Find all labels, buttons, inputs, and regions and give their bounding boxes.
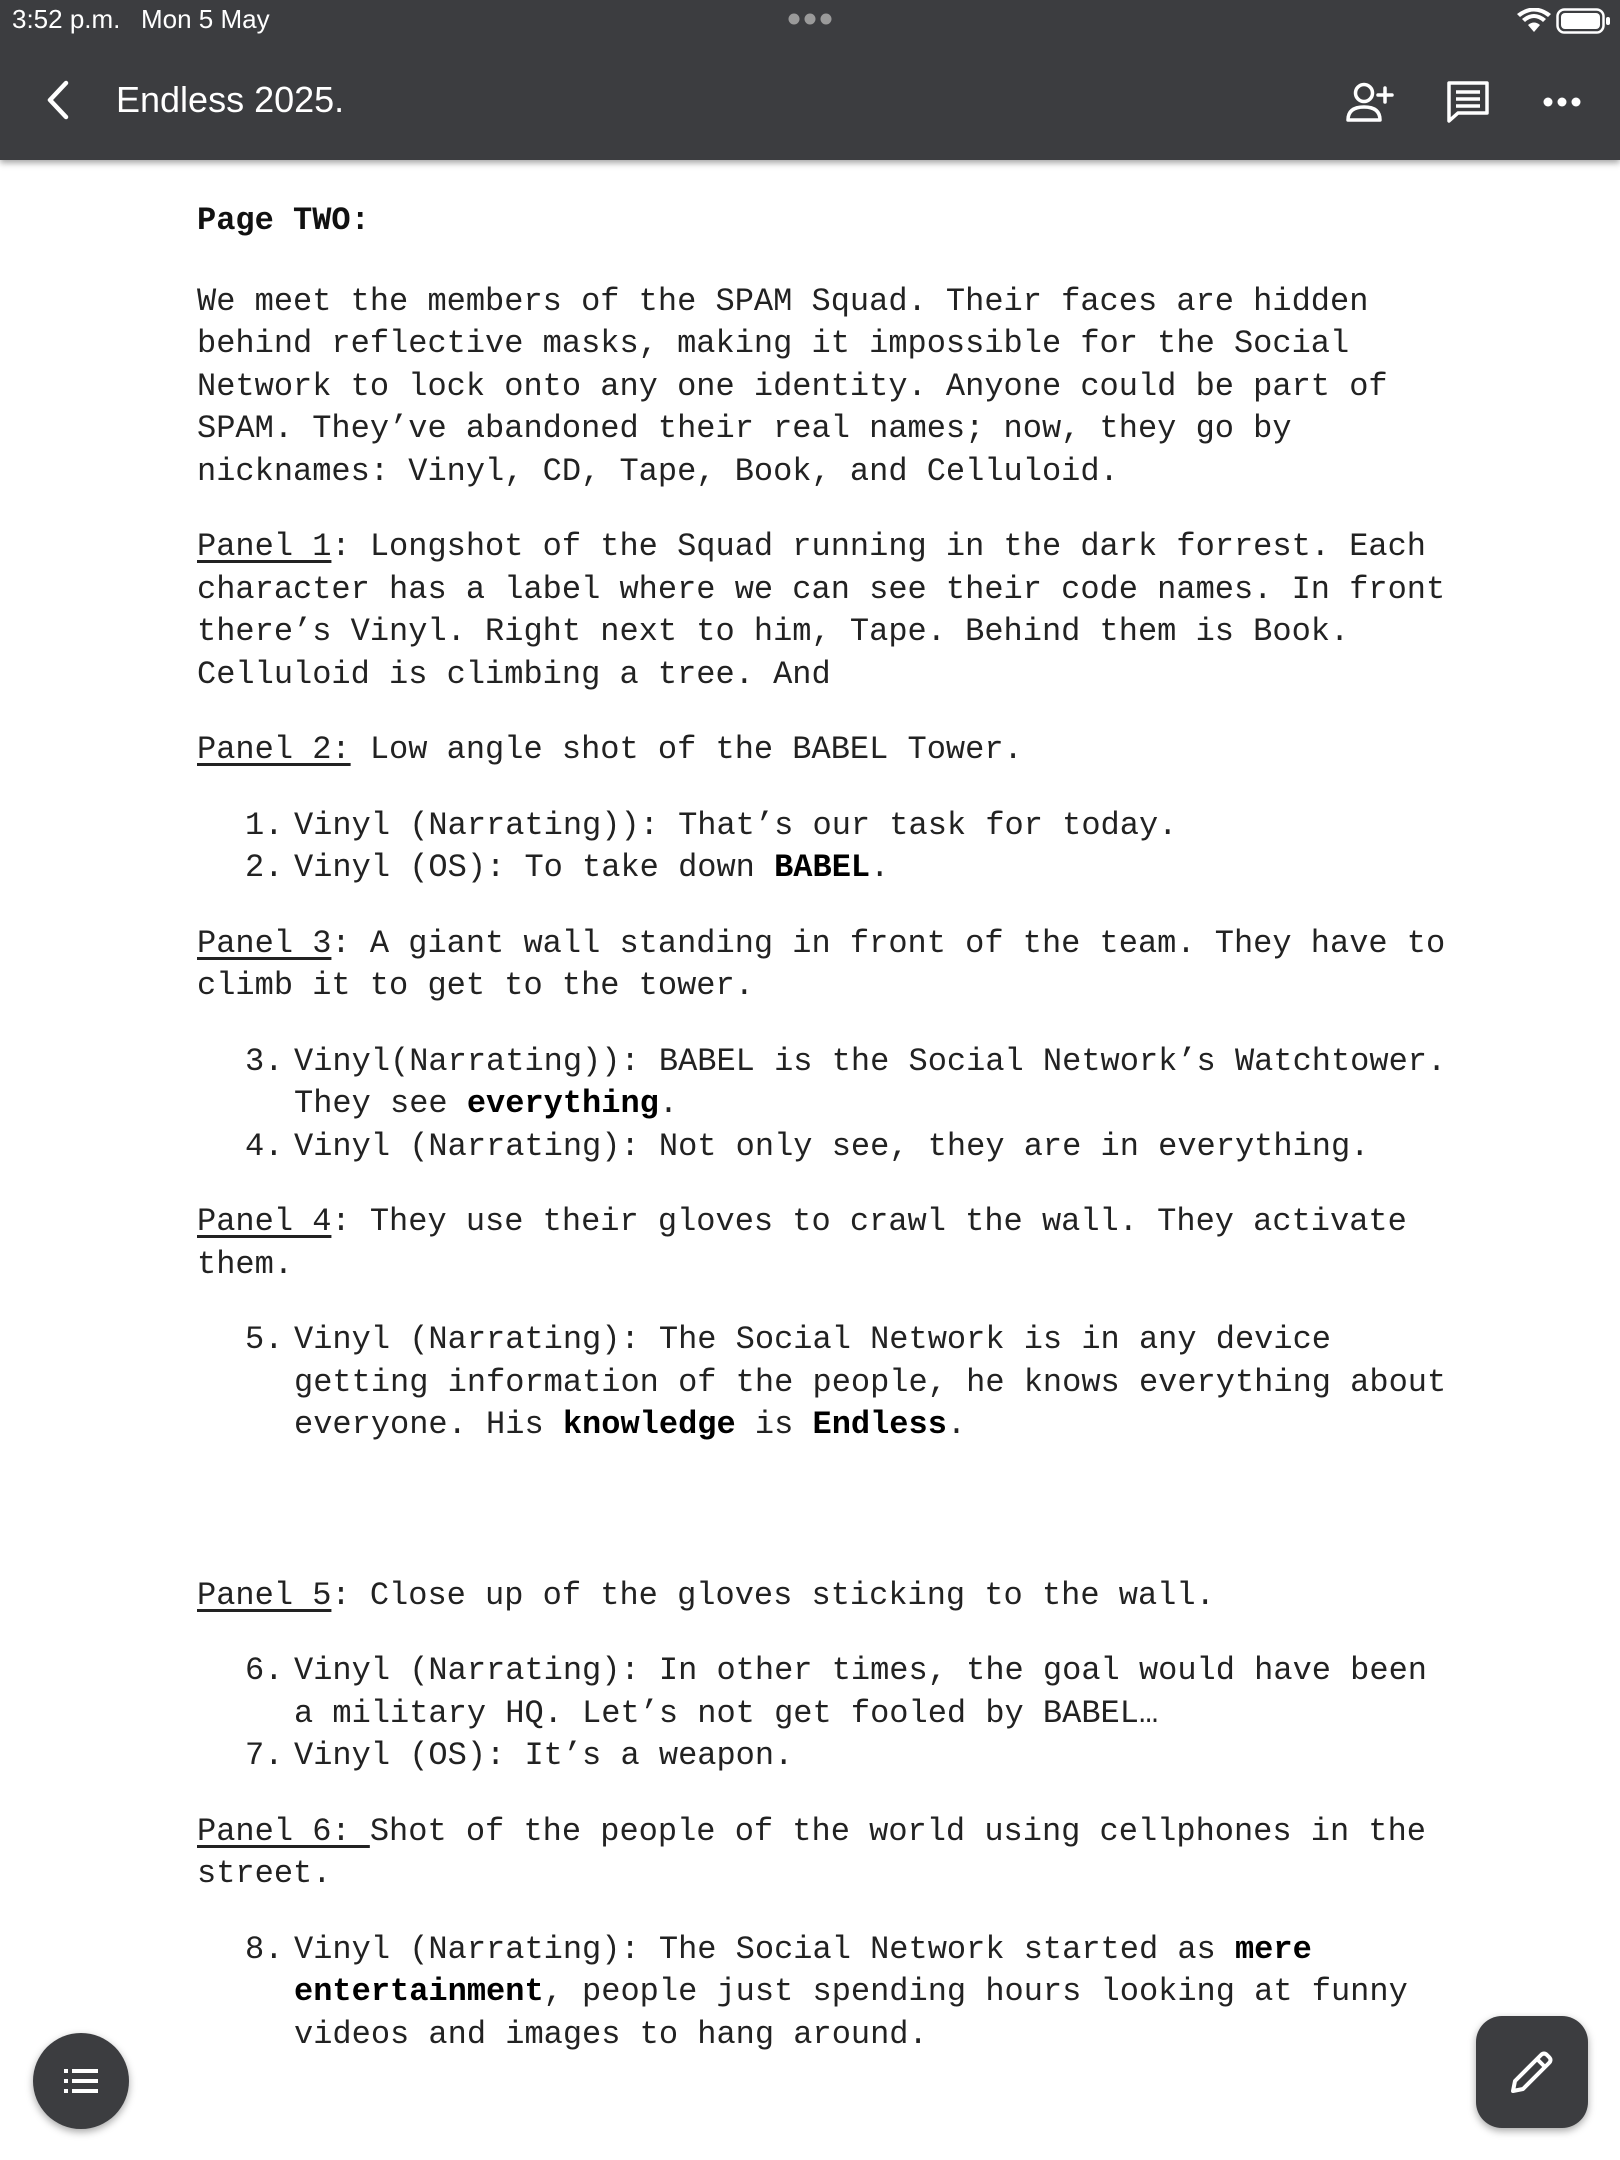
list-item-bold-text: everything — [466, 1085, 659, 1122]
list-item-text: Vinyl(Narrating)): BABEL is the Social Network’s Watchtower. They see — [294, 1042, 1447, 1122]
list-item-text-end: , people just spending hours looking at funny videos and images to hang around. — [294, 1973, 1408, 2053]
list-item-number: 3. — [245, 1042, 284, 1080]
edit-button[interactable] — [1476, 2016, 1588, 2128]
list-item — [197, 847, 1457, 890]
panel-2-label: Panel 2: — [197, 731, 351, 768]
battery-icon — [1556, 7, 1612, 35]
list-item-number: 6. — [245, 1652, 284, 1689]
panel-1-text: : Longshot of the Squad running in the dark forrest. Each character has a label where we can see their code names. In front there’s Vinyl. Right next to him, Tape. Behind them is Book. Celluloid is climbing a tree. And — [197, 528, 1446, 693]
dialogue-list-4 — [197, 1650, 1457, 1778]
status-date: Mon 5 May — [141, 4, 270, 34]
list-item-text: Vinyl (Narrating)): That’s our task for today. — [294, 806, 1178, 844]
page-heading: Page TWO: — [197, 202, 370, 239]
list-item — [197, 1319, 1457, 1447]
panel-6-label: Panel 6: — [197, 1812, 370, 1850]
document-outline-button[interactable] — [33, 2033, 129, 2129]
list-item-number: 4. — [245, 1127, 284, 1165]
list-item-number: 5. — [245, 1321, 284, 1358]
list-item-text-end: . — [946, 1406, 967, 1443]
document-body[interactable] — [197, 200, 1457, 2089]
panel-3-label: Panel 3 — [197, 924, 332, 962]
panel-3-text: : A giant wall standing in front of the team. They have to climb it to get to the tower. — [197, 924, 1446, 1004]
status-time: 3:52 p.m. — [12, 4, 121, 34]
comment-icon — [1446, 80, 1490, 124]
comments-button[interactable] — [1438, 72, 1498, 132]
top-app-bar — [0, 0, 1620, 160]
dialogue-list-3 — [197, 1319, 1457, 1447]
list-item-text-end: . — [658, 1085, 679, 1122]
panel-3-paragraph — [197, 923, 1457, 1008]
list-item-number: 8. — [245, 1930, 284, 1968]
panel-2-text: Low angle shot of the BABEL Tower. — [350, 731, 1023, 768]
list-icon — [64, 2068, 98, 2094]
back-button[interactable] — [32, 72, 82, 128]
list-item-bold-text-2: Endless — [812, 1406, 947, 1443]
panel-1-paragraph — [197, 526, 1457, 696]
list-item — [197, 1041, 1457, 1126]
list-item-number: 1. — [245, 806, 284, 844]
list-item-number: 2. — [245, 849, 284, 886]
panel-6-text: Shot of the people of the world using cellphones in the street. — [197, 1812, 1426, 1892]
share-button[interactable] — [1340, 72, 1400, 132]
panel-4-text: : They use their gloves to crawl the wall. They activate them. — [197, 1203, 1407, 1283]
panel-5-text: : Close up of the gloves sticking to the wall. — [331, 1576, 1215, 1614]
list-item-bold-text: mere entertainment — [294, 1930, 1312, 2010]
panel-4-paragraph — [197, 1201, 1457, 1286]
list-item-text: Vinyl (OS): To take down — [294, 849, 775, 886]
more-options-button[interactable] — [1532, 72, 1592, 132]
list-item-number: 7. — [245, 1737, 284, 1774]
list-item — [197, 1735, 1457, 1778]
blank-space — [197, 1480, 1457, 1575]
pencil-icon — [1507, 2047, 1557, 2097]
panel-5-paragraph — [197, 1575, 1457, 1618]
panel-6-paragraph — [197, 1811, 1457, 1896]
list-item — [197, 1126, 1457, 1169]
list-item-text: Vinyl (Narrating): Not only see, they are in everything. — [294, 1127, 1370, 1165]
dialogue-list-2 — [197, 1041, 1457, 1169]
document-title: Endless 2025. — [116, 79, 345, 120]
wifi-icon — [1516, 8, 1552, 34]
list-item-text: Vinyl (Narrating): In other times, the goal would have been a military HQ. Let’s not get fooled by BABEL… — [294, 1652, 1427, 1732]
list-item-text-middle: is — [735, 1406, 813, 1443]
multitasking-dots-icon[interactable] — [787, 12, 833, 26]
chevron-left-icon — [44, 80, 70, 120]
person-add-icon — [1344, 82, 1396, 122]
list-item — [197, 1650, 1457, 1735]
list-item — [197, 1929, 1457, 2057]
list-item-text: Vinyl (Narrating): The Social Network started as — [294, 1930, 1235, 1968]
panel-2-paragraph — [197, 729, 1457, 772]
list-item — [197, 805, 1457, 848]
list-item-text: Vinyl (Narrating): The Social Network is in any device getting information of the people, he knows everything about everyone. His — [294, 1321, 1447, 1443]
more-horiz-icon — [1543, 96, 1581, 108]
panel-5-label: Panel 5 — [197, 1576, 332, 1614]
panel-1-label: Panel 1 — [197, 528, 332, 565]
dialogue-list-1 — [197, 805, 1457, 890]
list-item-text: Vinyl (OS): It’s a weapon. — [294, 1737, 794, 1774]
list-item-text-end: . — [870, 849, 890, 886]
intro-paragraph: We meet the members of the SPAM Squad. Their faces are hidden behind reflective masks, making it impossible for the Social Network to lock onto any one identity. Anyone could be part of SPAM. They’ve abandoned their real names; now, they go by nicknames: Vinyl, CD, Tape, Book, and Celluloid. — [197, 282, 1388, 490]
list-item-bold-text: BABEL — [774, 849, 871, 886]
list-item-bold-text: knowledge — [562, 1406, 736, 1443]
dialogue-list-5 — [197, 1929, 1457, 2057]
panel-4-label: Panel 4 — [197, 1203, 332, 1240]
